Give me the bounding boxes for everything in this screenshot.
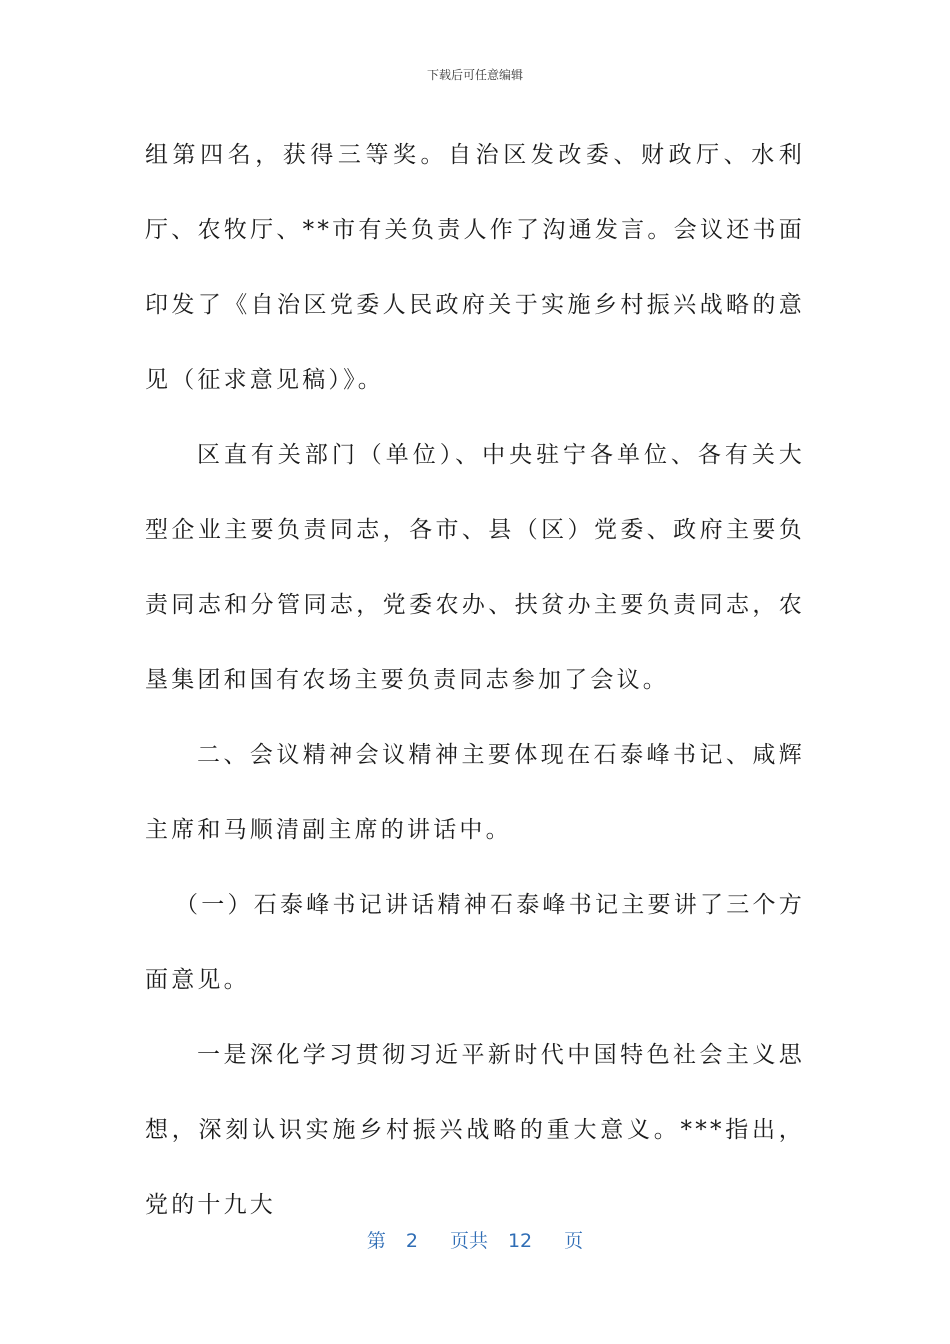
page-footer: [0, 1226, 950, 1253]
footer-suffix: 页: [564, 1230, 584, 1252]
paragraph-continuation: 组第四名，获得三等奖。自治区发改委、财政厅、水利厅、农牧厅、**市有关负责人作了沟通发言。会议还书面印发了《自治区党委人民政府关于实施乡村振兴战略的意见（征求意见稿）》。: [145, 142, 805, 393]
paragraph-point-one: 一是深化学习贯彻习近平新时代中国特色社会主义思想，深刻认识实施乡村振兴战略的重大意义。***指出，党的十九大: [145, 1042, 805, 1218]
footer-page-number: 2: [405, 1230, 418, 1252]
paragraph-attendees: 区直有关部门（单位）、中央驻宁各单位、各有关大型企业主要负责同志，各市、县（区）党委、政府主要负责同志和分管同志，党委农办、扶贫办主要负责同志，农垦集团和国有农场主要负责同志参加了会议。: [145, 442, 805, 693]
document-body: [145, 118, 805, 1243]
header-note: 下载后可任意编辑: [426, 68, 523, 82]
paragraph-subsection-one: （一）石泰峰书记讲话精神石泰峰书记主要讲了三个方面意见。: [145, 892, 805, 993]
footer-middle: 页共: [449, 1230, 488, 1252]
footer-total-pages: 12: [507, 1230, 533, 1252]
paragraph-section-two: 二、会议精神会议精神主要体现在石泰峰书记、咸辉主席和马顺清副主席的讲话中。: [145, 742, 805, 843]
footer-prefix: 第: [366, 1230, 386, 1252]
